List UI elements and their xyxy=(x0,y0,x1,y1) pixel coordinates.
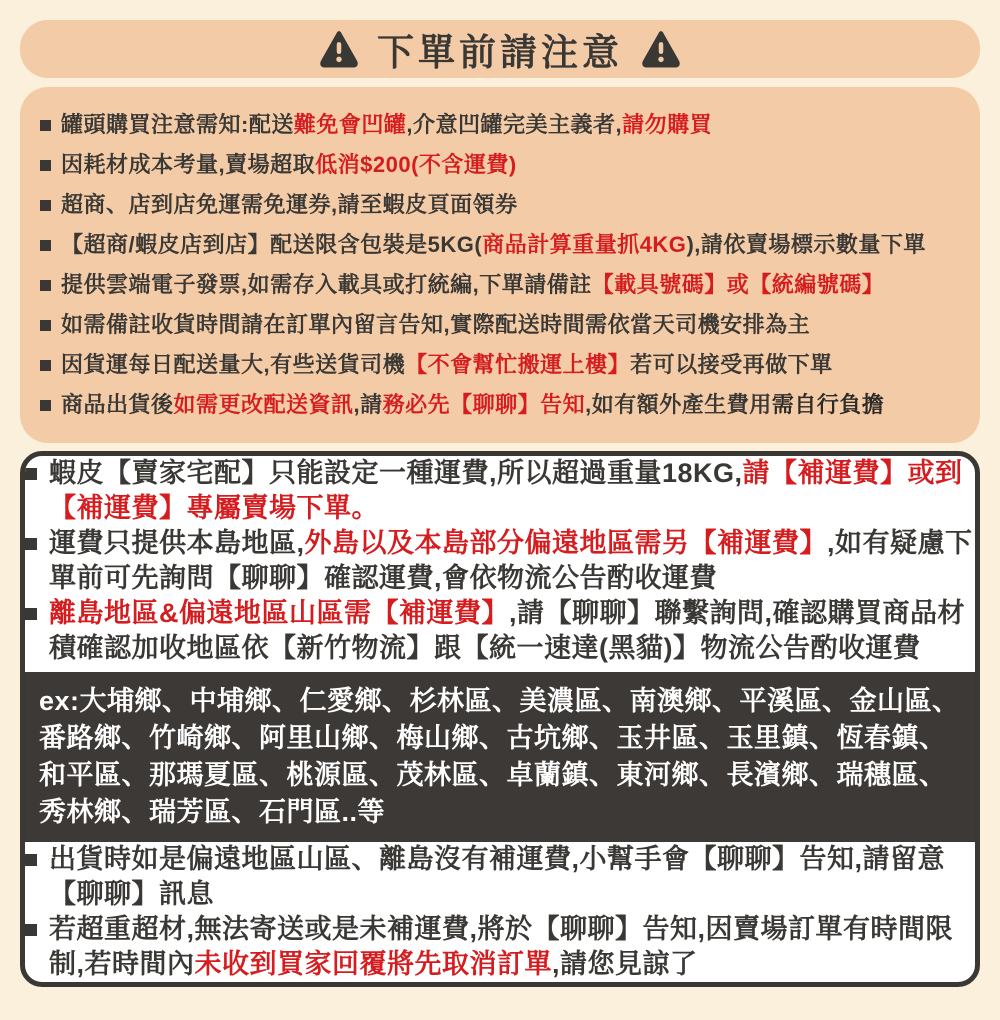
text-segment: ),請依賣場標示數量下單 xyxy=(686,232,926,257)
list-item-text xyxy=(61,305,810,345)
bullet-square-icon xyxy=(25,854,37,866)
text-segment: ,請您見諒了 xyxy=(552,949,698,979)
order-notice-page xyxy=(0,20,1000,987)
list-item xyxy=(40,385,962,425)
text-segment: ,請【聊聊】聯繫詢問,確認購買商品材積確認加收地區依【新竹物流】跟【統一速達(黑貓)】物流公告酌收運費 xyxy=(49,598,966,663)
text-segment: 超商、店到店免運需免運券,請至蝦皮頁面領券 xyxy=(61,192,518,217)
bullet-square-icon xyxy=(40,320,51,331)
text-segment: 難免會凹罐 xyxy=(293,112,407,137)
bullet-square-icon xyxy=(40,200,51,211)
warning-triangle-icon xyxy=(319,29,359,69)
text-segment: 因貨運每日配送量大,有些送貨司機 xyxy=(61,352,406,377)
bullet-square-icon xyxy=(25,608,37,620)
list-item xyxy=(25,456,975,526)
bullet-square-icon xyxy=(25,924,37,936)
text-segment: 如需更改配送資訊 xyxy=(173,392,354,417)
shipping-fee-list xyxy=(25,456,975,666)
list-item-text xyxy=(49,912,975,982)
text-segment: 罐頭購買注意需知:配送 xyxy=(61,112,294,137)
list-item-text xyxy=(61,105,712,145)
text-segment: 因耗材成本考量,賣場超取 xyxy=(61,152,316,177)
bullet-square-icon xyxy=(40,400,51,411)
text-segment: 【不會幫忙搬運上樓】 xyxy=(405,352,631,377)
purchase-notes-panel xyxy=(20,87,980,443)
text-segment: 離島地區&偏遠地區山區需【補運費】 xyxy=(49,598,509,628)
list-item xyxy=(25,842,975,912)
list-item xyxy=(40,105,962,145)
text-segment: 未收到買家回覆將先取消訂單 xyxy=(194,949,553,979)
text-segment: 運費只提供本島地區, xyxy=(49,528,305,558)
text-segment: 【載具號碼】或【統編號碼】 xyxy=(591,272,885,297)
list-item xyxy=(40,145,962,185)
text-segment: 請勿購買 xyxy=(622,112,713,137)
list-item-text xyxy=(61,145,517,185)
bullet-square-icon xyxy=(40,120,51,131)
text-segment: 務必先【聊聊】告知 xyxy=(382,392,586,417)
page-title: 下單前請注意 xyxy=(377,32,623,73)
text-segment: 若超重超材,無法寄送或是未補運費,將於【聊聊】告知,因賣場訂單有時間限制,若時間內 xyxy=(49,914,954,979)
text-segment: 如需備註收貨時間請在訂單內留言告知,實際配送時間需依當天司機安排為主 xyxy=(61,312,811,337)
text-segment: 需自行負擔 xyxy=(771,392,885,417)
remote-areas-band xyxy=(25,672,975,842)
list-item-text xyxy=(61,225,926,265)
list-item-text xyxy=(61,385,884,425)
text-segment: ,如有額外產生費用 xyxy=(585,392,772,417)
remote-areas-text: ex:大埔鄉、中埔鄉、仁愛鄉、杉林區、美濃區、南澳鄉、平溪區、金山區、番路鄉、竹崎鄉、阿里山鄉、梅山鄉、古坑鄉、玉井區、玉里鎮、恆春鎮、和平區、那瑪夏區、桃源區、茂林區、卓蘭鎮、東河鄉、長濱鄉、瑞穗區、秀林鄉、瑞芳區、石門區..等 xyxy=(39,686,960,827)
list-item-text xyxy=(61,345,833,385)
text-segment: ,介意凹罐完美主義者, xyxy=(406,112,623,137)
purchase-notes-list xyxy=(40,105,962,425)
list-item-text xyxy=(61,185,518,225)
list-item-text xyxy=(49,596,975,666)
bullet-square-icon xyxy=(40,360,51,371)
list-item xyxy=(40,305,962,345)
text-segment: ,如有疑慮下單前可先詢問【聊聊】確認運費,會依物流公告酌收運費 xyxy=(49,528,973,593)
footer-notes-list xyxy=(25,842,975,982)
bullet-square-icon xyxy=(25,538,37,550)
list-item xyxy=(25,526,975,596)
text-segment: ,請 xyxy=(353,392,383,417)
bullet-square-icon xyxy=(25,468,37,480)
text-segment: 【超商/蝦皮店到店】配送限含包裝是5KG( xyxy=(61,232,483,257)
text-segment: 商品計算重量抓4KG xyxy=(482,232,687,257)
list-item-text xyxy=(61,265,884,305)
list-item-text xyxy=(49,456,975,526)
list-item xyxy=(40,345,962,385)
text-segment: 提供雲端電子發票,如需存入載具或打統編,下單請備註 xyxy=(61,272,592,297)
shipping-fee-panel xyxy=(20,451,980,987)
list-item-text xyxy=(49,526,975,596)
text-segment: 商品出貨後 xyxy=(61,392,174,417)
list-item xyxy=(40,265,962,305)
text-segment: 低消$200(不含運費) xyxy=(315,152,517,177)
list-item xyxy=(25,596,975,666)
list-item xyxy=(40,225,962,265)
list-item-text xyxy=(49,842,975,912)
warning-triangle-icon xyxy=(641,29,681,69)
text-segment: 若可以接受再做下單 xyxy=(630,352,833,377)
text-segment: 外島以及本島部分偏遠地區需另【補運費】 xyxy=(304,528,828,558)
text-segment: 請【補運費】或到【補運費】專屬賣場下單。 xyxy=(49,458,963,523)
title-banner xyxy=(20,20,980,78)
list-item xyxy=(25,912,975,982)
list-item xyxy=(40,185,962,225)
text-segment: 蝦皮【賣家宅配】只能設定一種運費,所以超過重量18KG, xyxy=(49,458,743,488)
bullet-square-icon xyxy=(40,160,51,171)
text-segment: 出貨時如是偏遠地區山區、離島沒有補運費,小幫手會【聊聊】告知,請留意【聊聊】訊息 xyxy=(49,844,946,909)
bullet-square-icon xyxy=(40,280,51,291)
bullet-square-icon xyxy=(40,240,51,251)
